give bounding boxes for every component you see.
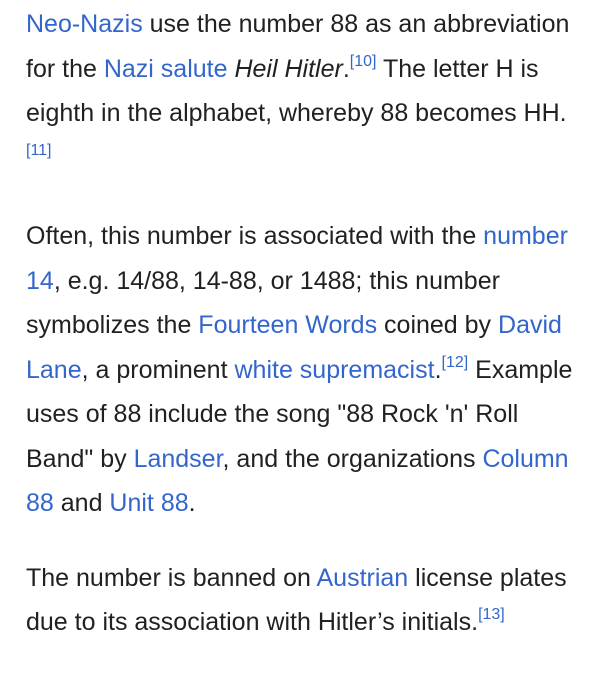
text-span: , e.g. 14/88, 14-88, or 1488; this number symbolizes the xyxy=(26,266,500,339)
text-span: The number is banned on xyxy=(26,563,317,592)
link-austrian[interactable]: Austrian xyxy=(316,563,409,592)
citation-link[interactable]: [12] xyxy=(441,353,469,371)
text-span: , and the organizations xyxy=(222,444,483,473)
link-number-14[interactable]: number 14 xyxy=(26,222,568,295)
text-span: . xyxy=(188,489,196,517)
link-neo-nazis[interactable]: Neo-Nazis xyxy=(26,10,143,38)
text-span: . xyxy=(342,54,350,83)
link-david-lane[interactable]: David Lane xyxy=(26,311,562,384)
citation-link[interactable]: [11] xyxy=(26,141,52,159)
citation-link[interactable]: [13] xyxy=(478,606,505,623)
citation-ref-10[interactable] xyxy=(350,53,377,70)
text-span: The letter H is eighth in the alphabet, whereby 88 becomes HH. xyxy=(26,54,567,127)
text-span: . xyxy=(434,355,442,384)
italic-phrase: Heil Hitler xyxy=(234,54,343,83)
paragraph xyxy=(26,2,586,180)
text-span: license plates due to its association with Hitler’s initials. xyxy=(26,563,567,636)
link-fourteen-words[interactable]: Fourteen Words xyxy=(198,311,378,339)
link-white-supremacist[interactable]: white supremacist xyxy=(234,355,435,384)
text-span: Often, this number is associated with the xyxy=(26,222,484,250)
link-landser[interactable]: Landser xyxy=(133,444,223,473)
link-nazi-salute[interactable]: Nazi salute xyxy=(103,54,228,83)
citation-ref-12[interactable] xyxy=(442,354,469,371)
citation-link[interactable]: [10] xyxy=(349,52,377,70)
link-unit-88[interactable]: Unit 88 xyxy=(109,489,189,517)
text-span: , a prominent xyxy=(81,355,235,384)
text-span: use the number 88 as an abbreviation for the xyxy=(26,10,570,83)
paragraph xyxy=(26,214,586,526)
text-span: Example uses of 88 include the song "88 Rock 'n' Roll Band" by xyxy=(26,355,573,473)
article-body xyxy=(26,2,586,645)
text-span: and xyxy=(53,489,110,517)
citation-ref-13[interactable] xyxy=(478,606,505,623)
link-column-88[interactable]: Column 88 xyxy=(26,444,569,517)
text-span: coined by xyxy=(377,311,499,339)
paragraph xyxy=(26,556,586,645)
citation-ref-11[interactable] xyxy=(26,142,52,159)
